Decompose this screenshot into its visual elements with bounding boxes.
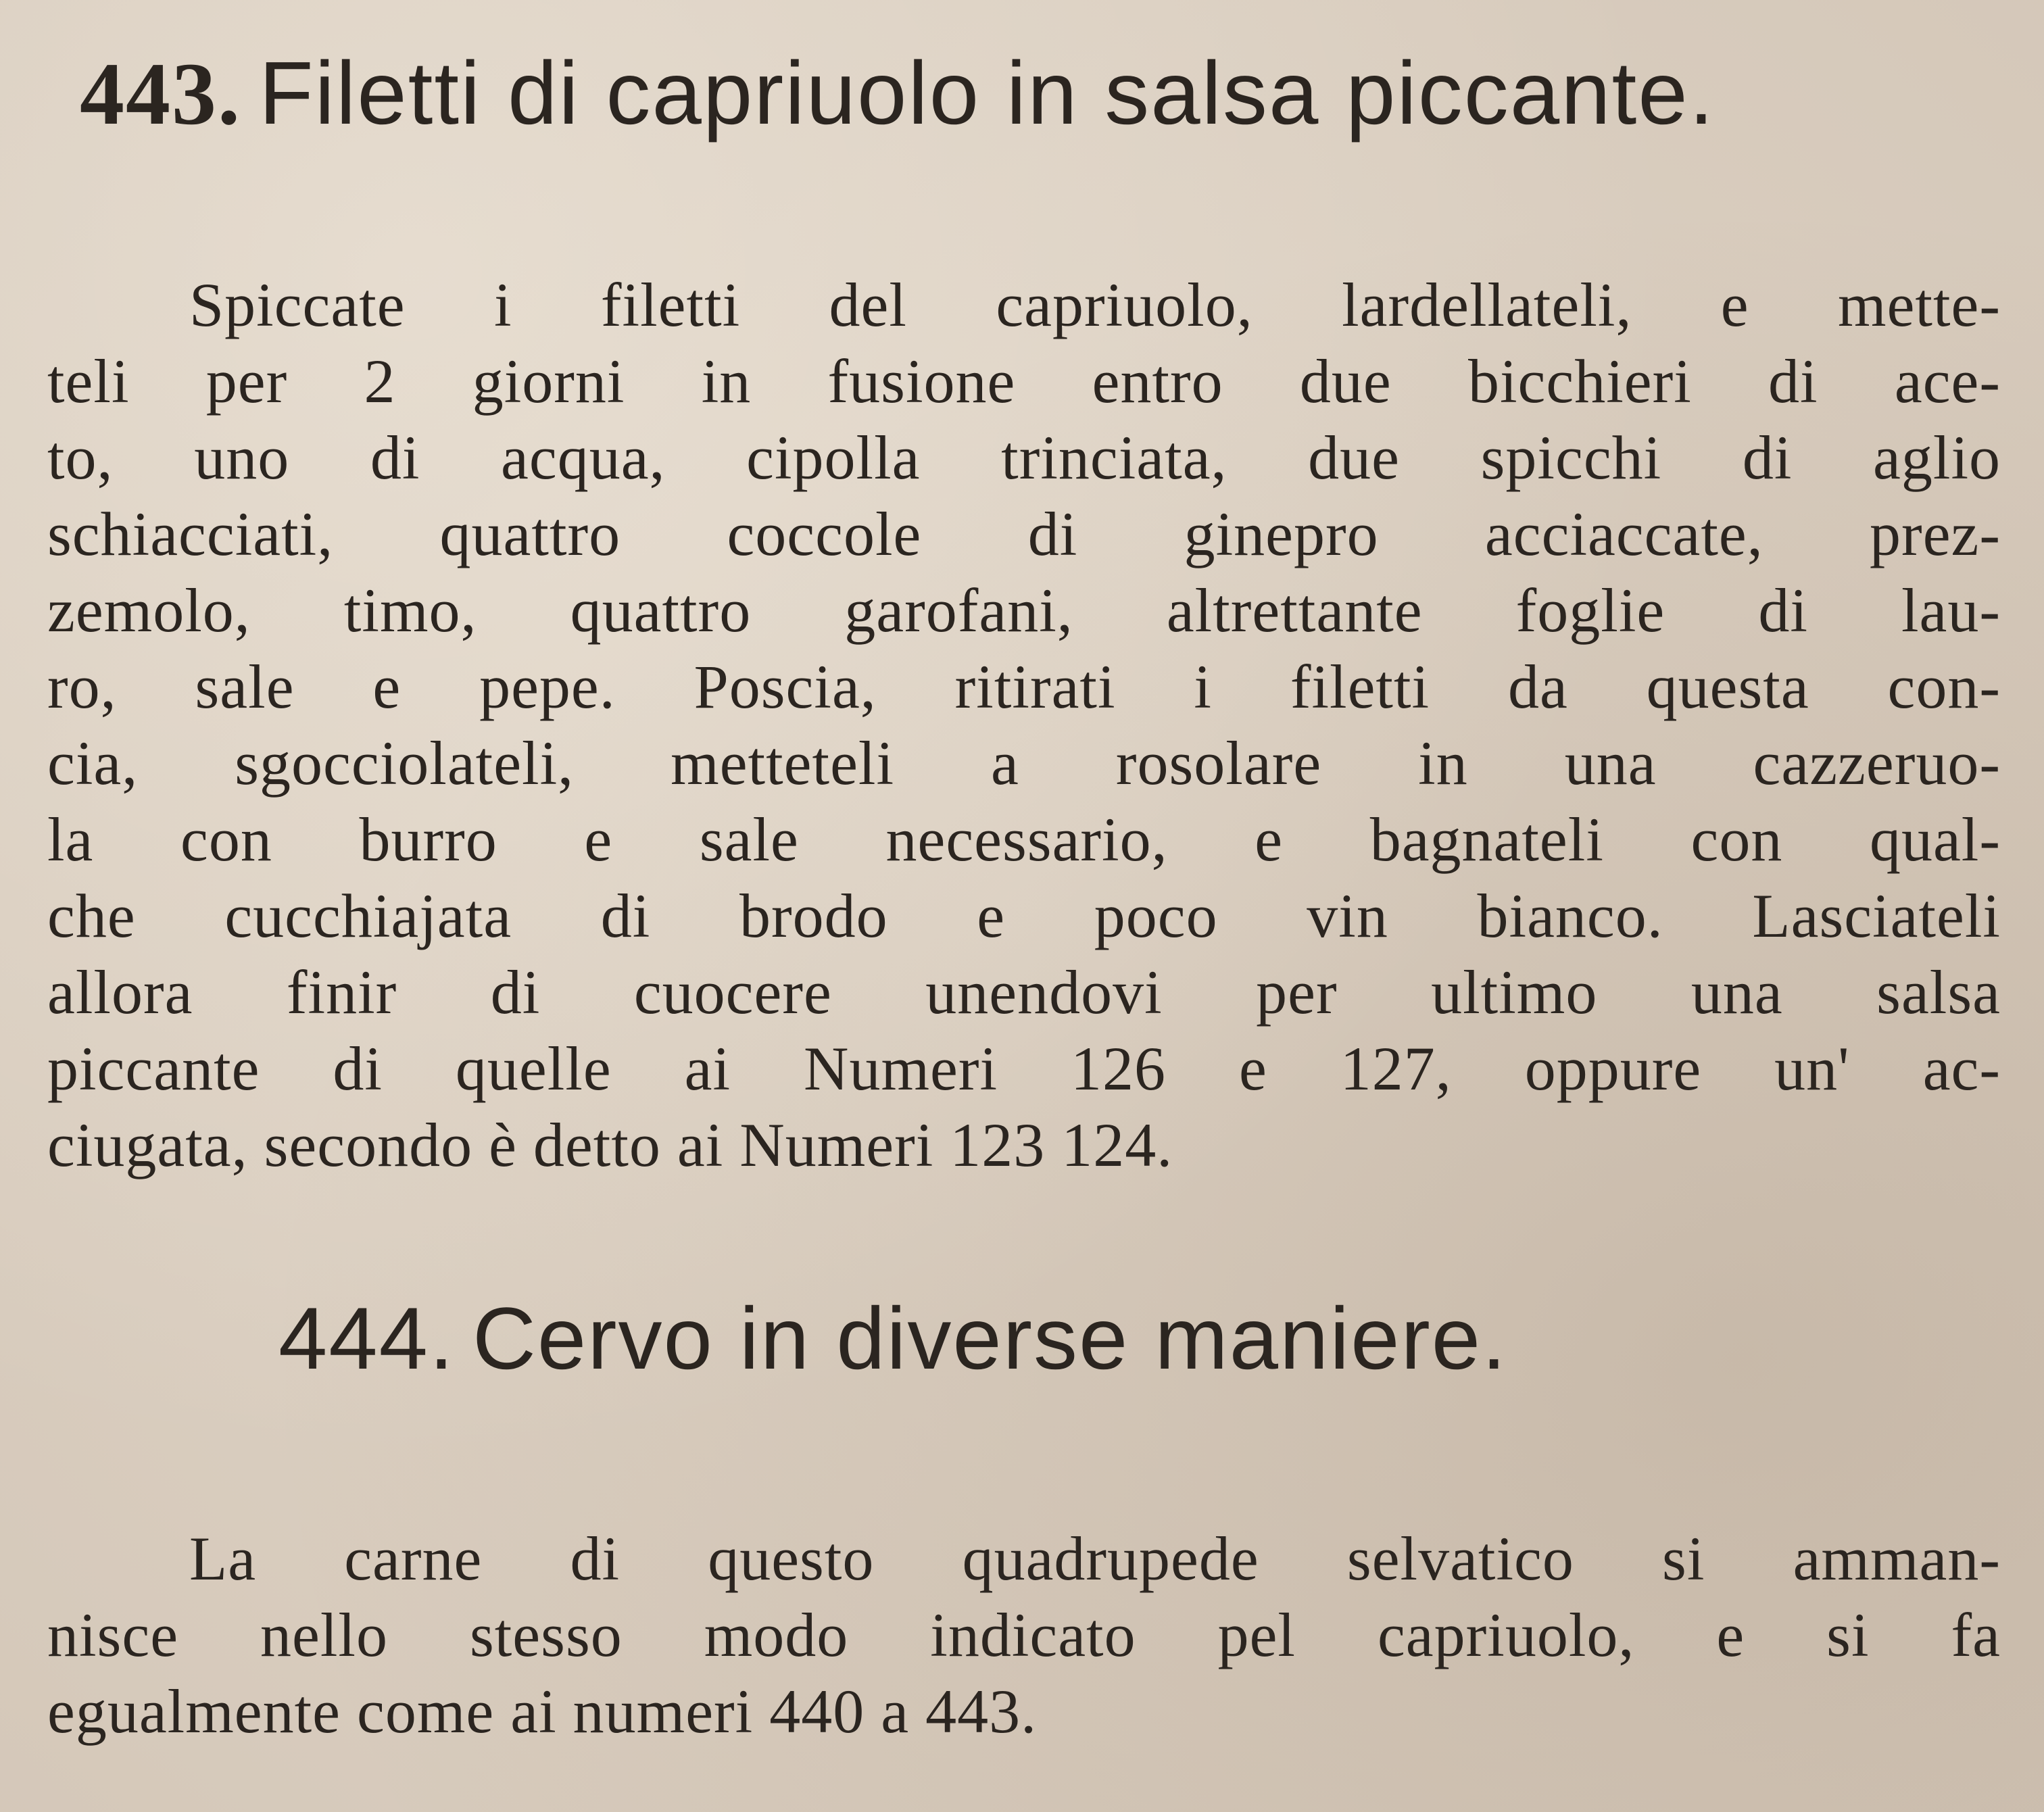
text-line: egualmente come ai numeri 440 a 443. xyxy=(47,1677,1038,1746)
text-line: nisce nello stesso modo indicato pel capriuolo, e si fa xyxy=(47,1600,2001,1669)
recipe-443-number: 443. xyxy=(80,44,241,143)
text-line: schiacciati, quattro coccole di ginepro acciaccate, prez- xyxy=(47,499,2001,568)
text-line: teli per 2 giorni in fusione entro due bicchieri di ace- xyxy=(47,347,2001,416)
text-line: ciugata, secondo è detto ai Numeri 123 124. xyxy=(47,1110,1173,1179)
recipe-443-title: Filetti di capriuolo in salsa piccante. xyxy=(259,43,1716,143)
text-line: la con burro e sale necessario, e bagnateli con qual- xyxy=(47,805,2001,874)
recipe-444-number: 444. xyxy=(278,1289,456,1388)
text-line: Spiccate i filetti del capriuolo, lardellateli, e mette- xyxy=(189,270,2001,339)
text-line: zemolo, timo, quattro garofani, altrettante foglie di lau- xyxy=(47,576,2001,645)
text-line: che cucchiajata di brodo e poco vin bianco. Lasciateli xyxy=(47,881,2001,950)
recipe-443-heading xyxy=(80,39,1715,148)
text-line: La carne di questo quadrupede selvatico si amman- xyxy=(189,1524,2001,1593)
recipe-444-heading xyxy=(278,1284,1507,1392)
recipe-444-title: Cervo in diverse maniere. xyxy=(472,1289,1508,1388)
text-line: cia, sgocciolateli, metteteli a rosolare in una cazzeruo- xyxy=(47,729,2001,798)
text-line: ro, sale e pepe. Poscia, ritirati i filetti da questa con- xyxy=(47,652,2001,721)
text-line: to, uno di acqua, cipolla trinciata, due spicchi di aglio xyxy=(47,423,2001,492)
text-line: piccante di quelle ai Numeri 126 e 127, oppure un' ac- xyxy=(47,1034,2001,1103)
text-line: allora finir di cuocere unendovi per ultimo una salsa xyxy=(47,958,2001,1027)
